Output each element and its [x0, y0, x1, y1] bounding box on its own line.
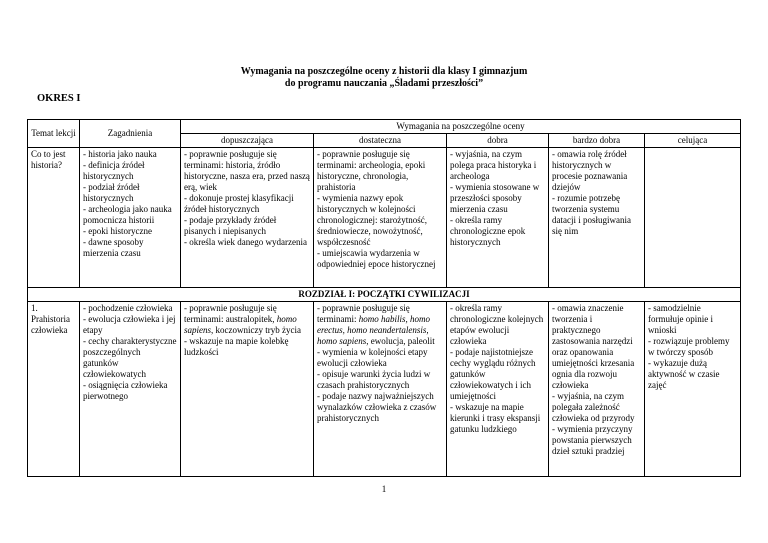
row2-grade-5 — [645, 302, 741, 477]
row1-grade-4 — [549, 148, 645, 288]
list-item: - poprawnie posługuje się terminami: archeologia, epoki historyczne, chronologia, prahistoria — [317, 149, 426, 192]
row1-issues — [80, 148, 181, 288]
row1-grade-2 — [314, 148, 447, 288]
list-item: - archeologia jako nauka pomocnicza historii — [83, 204, 172, 225]
list-item: - umiejscawia wydarzenia w odpowiedniej epoce historycznej — [317, 248, 436, 269]
list-item: - podaje najistotniejsze cechy wyglądu różnych gatunków człowiekowatych i ich umiejętności — [450, 347, 536, 401]
list-item: - osiągnięcia człowieka pierwotnego — [83, 380, 168, 401]
list-item: - dokonuje prostej klasyfikacji źródeł historycznych — [184, 193, 294, 214]
list-item: - wymienia nazwy epok historycznych w kolejności chronologicznej: starożytność, średniowiecze, nowożytność, współczesność — [317, 193, 427, 247]
list-item: - rozumie potrzebę tworzenia systemu datacji i posługiwania się nim — [552, 193, 631, 236]
period-heading: OKRES I — [37, 93, 81, 104]
section-heading: ROZDZIAŁ I: POCZĄTKI CYWILIZACJI — [28, 288, 741, 302]
row1-grade-3 — [447, 148, 549, 288]
list-item: - epoki historyczne — [83, 226, 152, 236]
header-topic: Temat lekcji — [28, 120, 80, 148]
list-item: - samodzielnie formułuje opinie i wnioski — [648, 303, 713, 335]
section-row — [28, 288, 741, 302]
header-row-1 — [28, 120, 741, 134]
list-item: - opisuje warunki życia ludzi w czasach prahistorycznych — [317, 369, 431, 390]
list-item: - wskazuje na mapie kolebkę ludzkości — [184, 336, 289, 357]
list-item: - poprawnie posługuje się terminami: historia, źródło historyczne, nasza era, przed naszą erą, wiek — [184, 149, 310, 192]
row2-grade-2 — [314, 302, 447, 477]
list-item: - podaje przykłady źródeł pisanych i niepisanych — [184, 215, 277, 236]
header-grade-celujaca: celująca — [645, 134, 741, 148]
list-item: - określa wiek danego wydarzenia — [184, 237, 307, 247]
list-item: - wyjaśnia, na czym polegała zależność człowieka od przyrody — [552, 391, 635, 423]
italic-term: homo habilis, homo erectus, homo neandertalensis, homo sapiens — [317, 314, 431, 346]
header-requirements: Wymagania na poszczególne oceny — [181, 120, 741, 134]
text-run: , koczowniczy tryb życia — [211, 325, 301, 335]
list-item: - historia jako nauka — [83, 149, 157, 159]
text-run: - poprawnie posługuje się terminami: — [317, 303, 410, 324]
row2-issues — [80, 302, 181, 477]
list-item: - omawia znaczenie tworzenia i praktycznego zastosowania narzędzi oraz opanowania umiejętności krzesania ognia dla rozwoju człowieka — [552, 303, 635, 390]
row2-grade-3 — [447, 302, 549, 477]
row1-grade-5 — [645, 148, 741, 288]
header-issues: Zagadnienia — [80, 120, 181, 148]
list-item: - dawne sposoby mierzenia czasu — [83, 237, 144, 258]
table-row — [28, 148, 741, 288]
row2-grade-4 — [549, 302, 645, 477]
list-item: - ewolucja człowieka i jej etapy — [83, 314, 176, 335]
list-item: - wyjaśnia, na czym polega praca historyka i archeologa — [450, 149, 537, 181]
page-number: 1 — [381, 484, 387, 494]
header-grade-dopuszczajaca: dopuszczająca — [181, 134, 314, 148]
list-item: - omawia rolę źródeł historycznych w procesie poznawania dziejów — [552, 149, 628, 192]
list-item: - podaje nazwy najważniejszych wynalazków człowieka z czasów prahistorycznych — [317, 391, 437, 423]
list-item: - wykazuje dużą aktywność w czasie zajęć — [648, 358, 720, 390]
list-item: - wymienia stosowane w przeszłości sposoby mierzenia czasu — [450, 182, 540, 214]
list-item: - rozwiązuje problemy w twórczy sposób — [648, 336, 730, 357]
title-line-2: do programu nauczania „Śladami przeszłości” — [284, 78, 484, 89]
list-item: - określa ramy chronologiczne epok historycznych — [450, 215, 526, 247]
list-item: - wskazuje na mapie kierunki i trasy ekspansji gatunku ludzkiego — [450, 402, 541, 434]
list-item: - cechy charakterystyczne poszczególnych gatunków człowiekowatych — [83, 336, 177, 379]
table-row — [28, 302, 741, 477]
document-title — [0, 66, 768, 90]
requirements-table — [27, 119, 741, 477]
list-item — [184, 303, 310, 336]
row1-grade-1 — [181, 148, 314, 288]
row2-grade-1 — [181, 302, 314, 477]
list-item: - określa ramy chronologiczne kolejnych etapów ewolucji człowieka — [450, 303, 544, 346]
list-item: - wymienia w kolejności etapy ewolucji człowieka — [317, 347, 428, 368]
title-line-1: Wymagania na poszczególne oceny z historii dla klasy I gimnazjum — [240, 66, 528, 77]
italic-term: homo sapiens — [184, 314, 297, 335]
text-run: , ewolucja, paleolit — [366, 336, 435, 346]
row1-topic: Co to jest historia? — [28, 148, 80, 288]
list-item: - definicja źródeł historycznych — [83, 160, 145, 181]
header-grade-dobra: dobra — [447, 134, 549, 148]
list-item — [317, 303, 443, 347]
header-grade-dostateczna: dostateczna — [314, 134, 447, 148]
text-run: - poprawnie posługuje się terminami: australopitek, — [184, 303, 277, 324]
row2-topic: 1. Prahistoria człowieka — [28, 302, 80, 477]
list-item: - podział źródeł historycznych — [83, 182, 140, 203]
header-grade-bardzo-dobra: bardzo dobra — [549, 134, 645, 148]
list-item: - pochodzenie człowieka — [83, 303, 173, 313]
list-item: - wymienia przyczyny powstania pierwszych dzieł sztuki pradziej — [552, 424, 633, 456]
